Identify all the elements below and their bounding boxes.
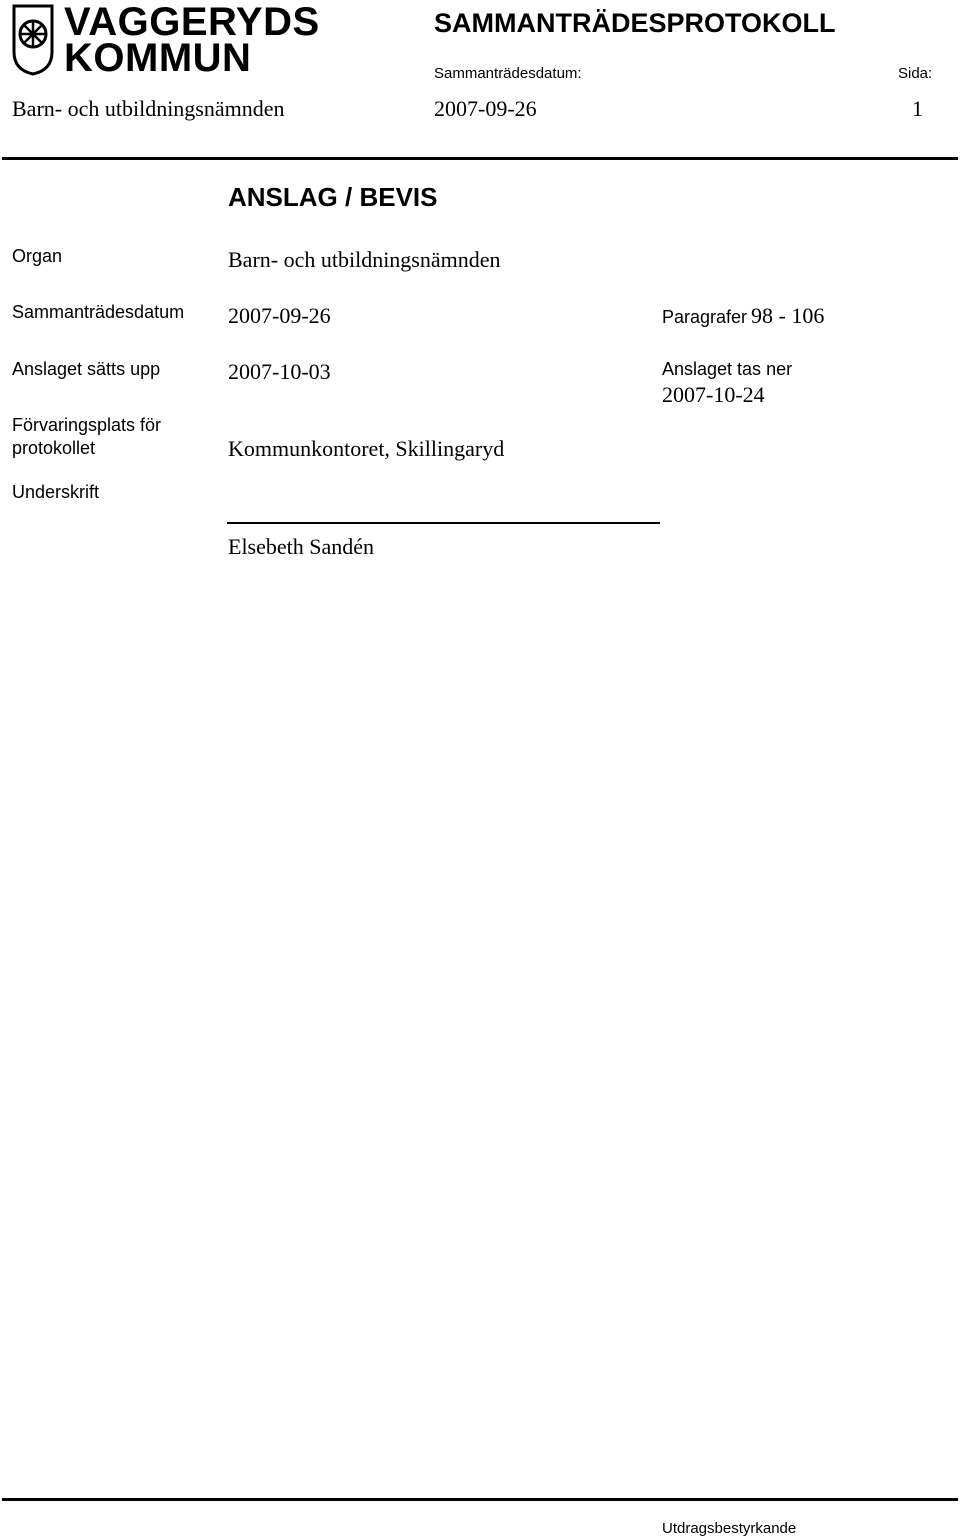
footer-divider [2, 1498, 958, 1501]
logo-wordmark-line2: KOMMUN [64, 36, 252, 80]
committee-name: Barn- och utbildningsnämnden [12, 96, 285, 121]
organ-value: Barn- och utbildningsnämnden [228, 247, 501, 272]
municipality-crest-icon [12, 4, 54, 76]
storage-location: Kommunkontoret, Skillingaryd [228, 436, 505, 461]
signature-label: Underskrift [12, 482, 100, 502]
document-type-heading: SAMMANTRÄDESPROTOKOLL [434, 8, 836, 38]
meeting-date-field-value: 2007-09-26 [228, 303, 331, 328]
removed-label: Anslaget tas ner [662, 359, 793, 379]
page-number: 1 [912, 96, 923, 121]
page-label: Sida: [898, 65, 933, 82]
posted-date: 2007-10-03 [228, 359, 331, 384]
paragraphs-field [662, 303, 824, 329]
certification-label: Utdragsbestyrkande [662, 1520, 797, 1537]
organ-label: Organ [12, 246, 63, 266]
logo-wordmark-line1: VAGGERYDS [64, 0, 320, 44]
posted-label: Anslaget sätts upp [12, 359, 161, 379]
meeting-date: 2007-09-26 [434, 96, 537, 121]
notice-title: ANSLAG / BEVIS [228, 182, 438, 212]
signature-line [227, 522, 660, 524]
paragraphs-value: 98 - 106 [751, 303, 825, 328]
storage-label-line1: Förvaringsplats för [12, 415, 162, 435]
meeting-date-field-label: Sammanträdesdatum [12, 302, 185, 322]
signatory-name: Elsebeth Sandén [228, 534, 375, 559]
meeting-date-label: Sammanträdesdatum: [434, 65, 582, 82]
storage-label-line2: protokollet [12, 438, 96, 458]
header-divider [2, 157, 958, 160]
paragraphs-label: Paragrafer [662, 307, 748, 327]
removed-date: 2007-10-24 [662, 382, 765, 407]
